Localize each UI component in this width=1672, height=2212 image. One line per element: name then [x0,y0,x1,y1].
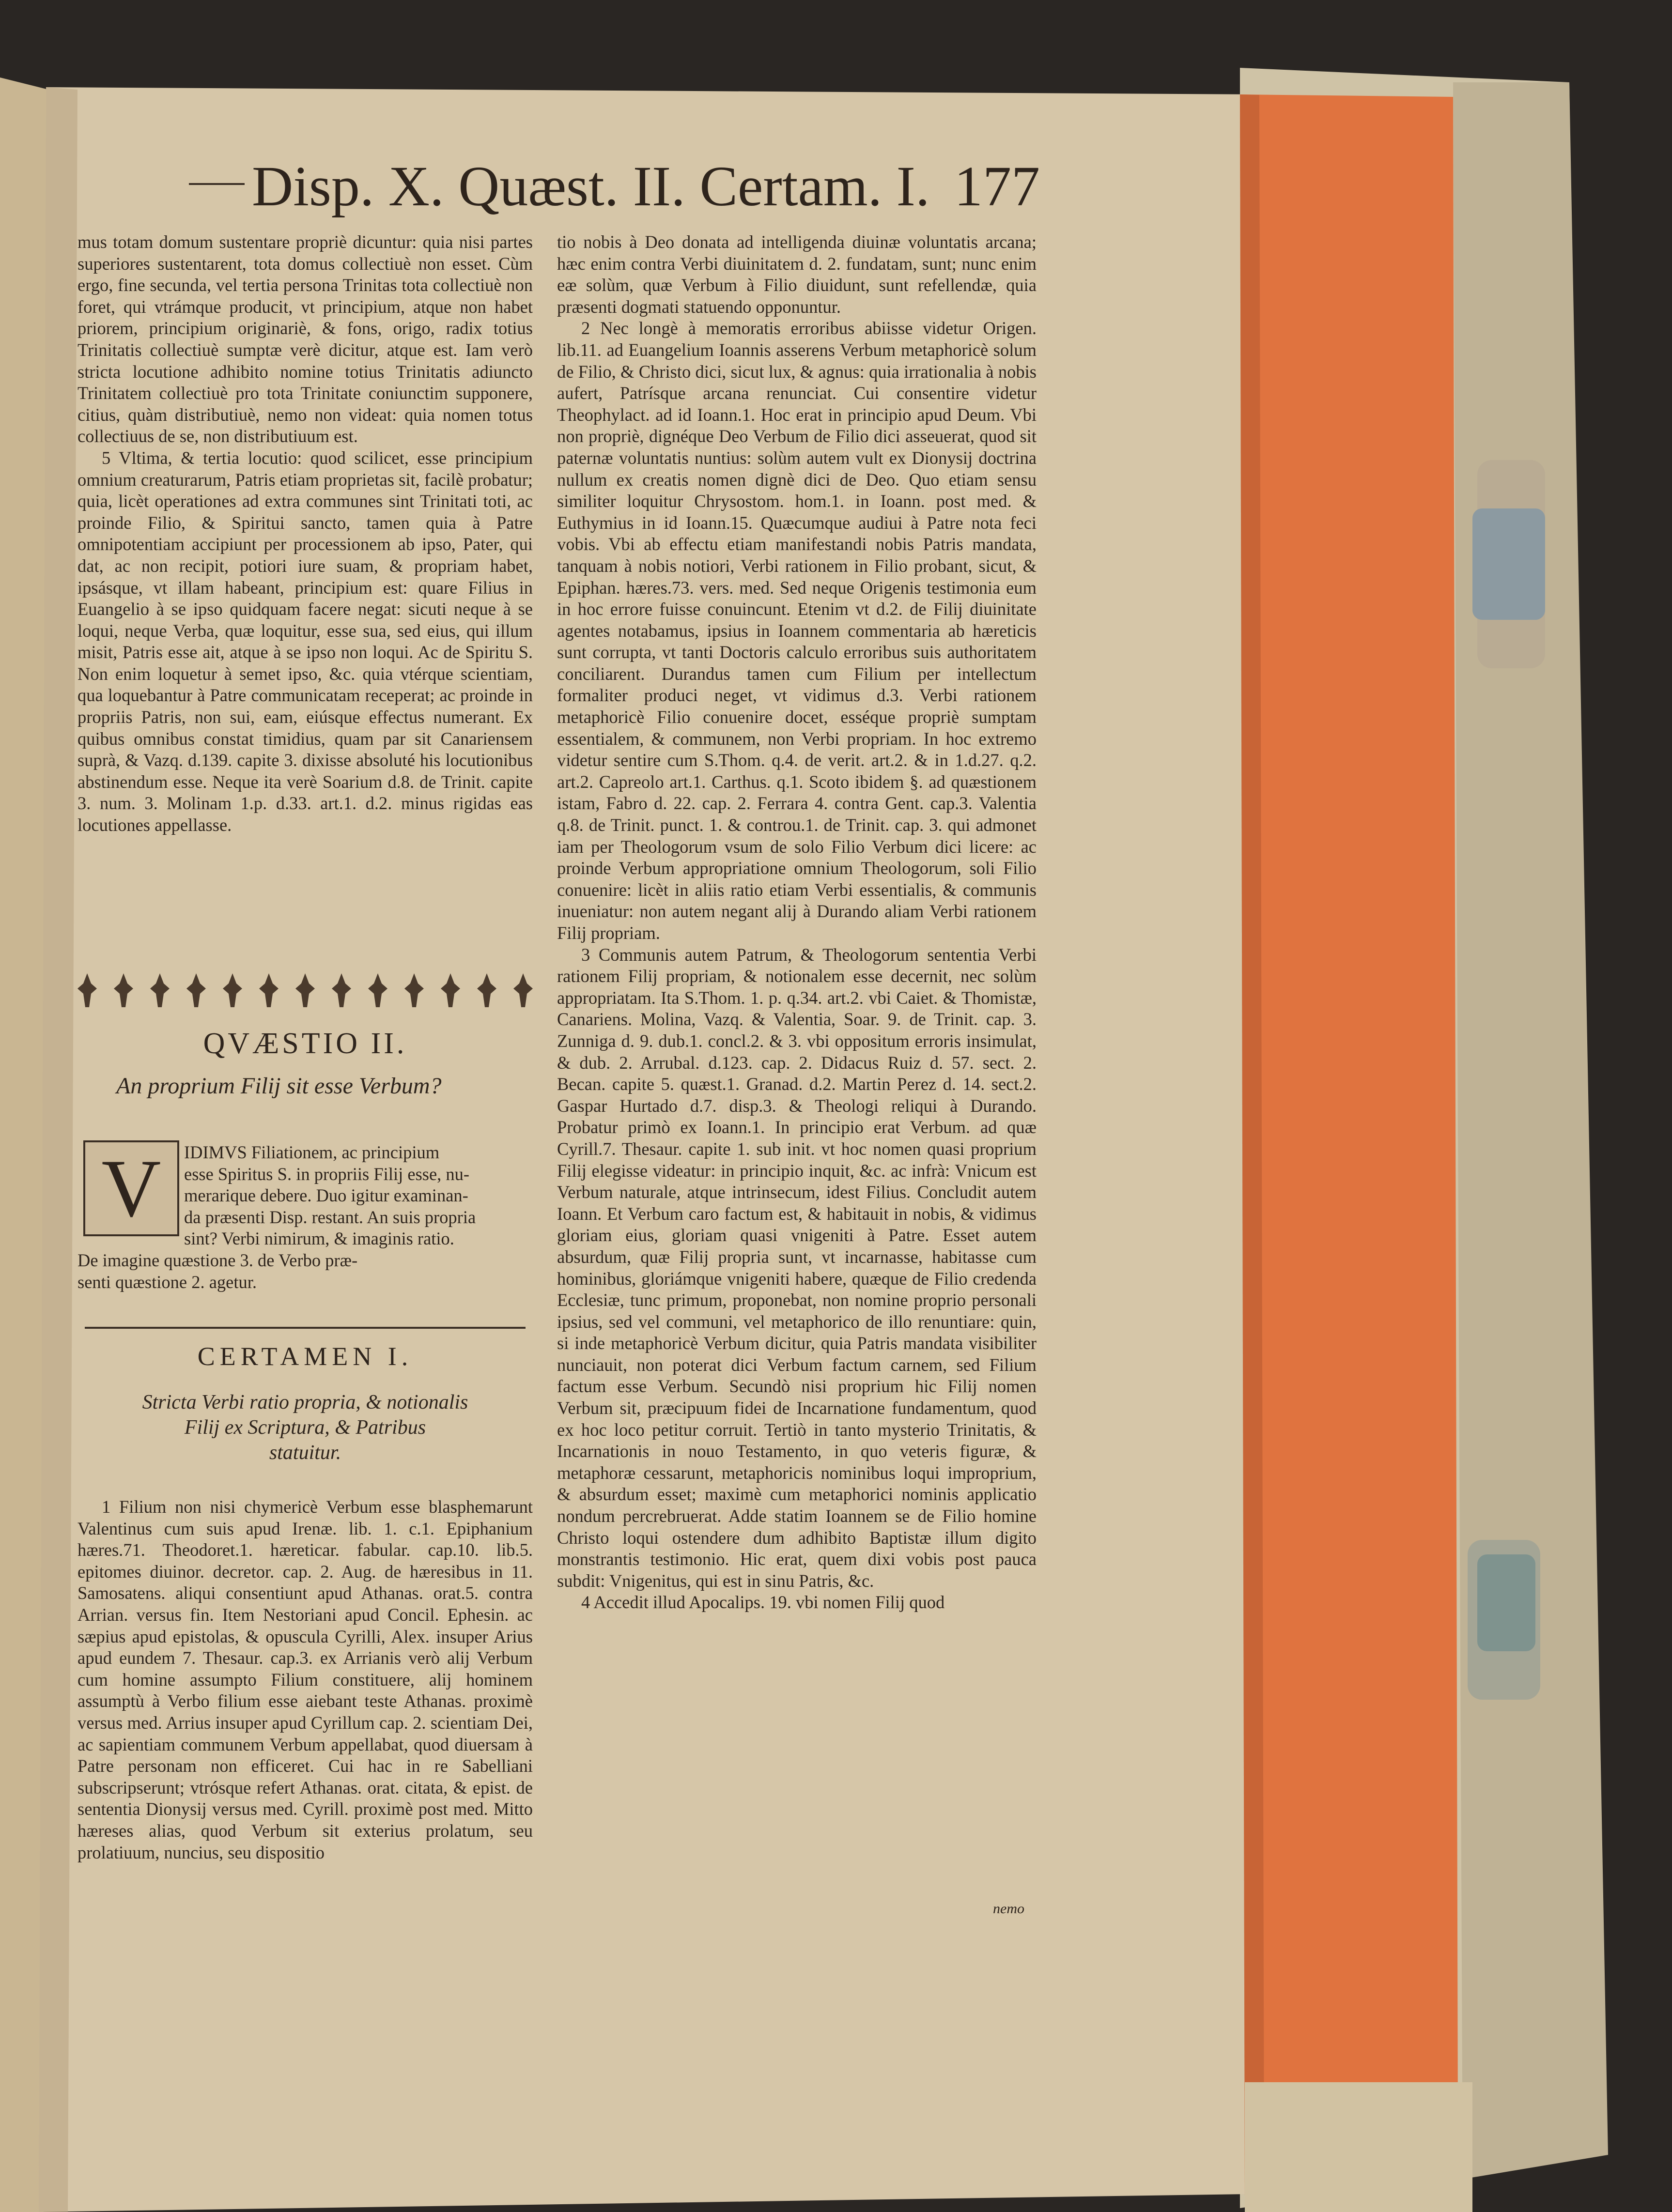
section-rule [85,1327,526,1329]
running-head-flourish [189,183,245,185]
ornament-fleuron [114,973,133,1007]
ornament-fleuron [332,973,351,1007]
quaestio-subtitle: An proprium Filij sit esse Verbum? [116,1073,442,1099]
certamen-title: CERTAMEN I. [197,1342,413,1371]
ornament-fleuron [441,973,460,1007]
intro-line: da præsenti Disp. restant. An suis propria [184,1207,476,1227]
ornament-fleuron [295,973,315,1007]
ornament-fleuron [77,973,97,1007]
left-column [77,231,533,836]
ornament-fleuron [404,973,424,1007]
ornament-fleuron [223,973,242,1007]
certamen-subtitle-line: Filij ex Scriptura, & Patribus [184,1416,426,1439]
ornament-band [77,968,533,1012]
intro-line: IDIMVS Filiationem, ac principium [184,1142,440,1162]
ornament-fleuron [150,973,170,1007]
quaestio-intro [77,1142,533,1293]
ornament-fleuron [477,973,496,1007]
catchword: nemo [993,1901,1024,1917]
page-number: 177 [954,154,1040,218]
paragraph: 1 Filium non nisi chymericè Verbum esse blasphemarunt Valentinus cum suis apud Irenæ. lib. 1. c.1. Epiphanium hæres.71. Theodoret.1. hæreticar. fabular. cap.10. lib.5. epitomes diuinor. decretor. cap. 2. Aug. de hæresibus in 11. Samosatens. aliqui consentiunt apud Athanas. orat.5. contra Arrian. versus fin. Item Nestoriani apud Concil. Ephesin. ac sæpius apud epistolas, & opuscula Cyrilli, Alex. insuper Arius apud eundem 7. Thesaur. cap.3. ex Arrianis verò alij Verbum cum homine assumpto Filium constituere, alij hominem assumptù à Verbo filium esse aiebant teste Athanas. proximè versus med. Arrius insuper apud Cyrillum cap. 2. scientiam Dei, ac sapientiam communem Verbum appellabat, quod diuersam à Patre personam non efficeret. Cui hac in re Sabelliani subscripserunt; vtrósque refert Athanas. orat. citata, & epist. de sententia Dionysij versus med. Cyrill. proximè post med. Mitto hæreses alias, quod Verbum sit exterius prolatum, seu prolatiuum, nuncius, seu dispositio [77,1497,533,1862]
intro-line: esse Spiritus S. in propriis Filij esse, nu- [184,1164,470,1184]
intro-line: merarique debere. Duo igitur examinan- [184,1185,468,1206]
certamen-subtitle [77,1390,533,1465]
certamen-subtitle-line: Stricta Verbi ratio propria, & notionalis [142,1391,468,1413]
paragraph: mus totam domum sustentare propriè dicuntur: quia nisi partes superiores sustentarent, tota domus collectiuè non esset. Cùm ergo, fine secunda, vel tertia persona Trinitas tota collectiuè non foret, qui vtrámque producit, vt principium, atque non habet priorem, principium originariè, & fons, origo, radix totius Trinitatis collectiuè sumptæ verè dicitur, atque est. Iam verò stricta locutione adhibito nomine totius Trinitatis adiuncto Trinitatem collectiuè pro tota Trinitate coniunctim supponere, citius, quàm distributiuè, nemo non videat: quia nomen totus collectiuus de se, non distributiuum est. [77,232,533,446]
decorated-initial: V [83,1140,179,1236]
paragraph: 3 Communis autem Patrum, & Theologorum sententia Verbi rationem Filij propriam, & notionalem esse decernit, nec solùm appropriatam. Ita S.Thom. 1. p. q.34. art.2. vbi Caiet. & Thomistæ, Canariens. Molina, Vazq. & Valentia, Soar. 9. de Trinit. cap. 3. Zunniga d. 9. dub.1. concl.2. & 3. vbi oppositum erroris insimulat, & dub. 2. Arrubal. d.123. cap. 2. Didacus Ruiz d. 57. sect. 2. Becan. capite 5. quæst.1. Granad. d.2. Martin Perez d. 14. sect.2. Gaspar Hurtado d.7. disp.3. & Theologi reliqui à Durando. Probatur primò ex Ioann.1. In principio erat Verbum. ad quæ Cyrill.7. Thesaur. capite 1. sub init. vt hoc nomen quasi proprium Filij elegisse videatur: in principio inquit, &c. ac infrà: Vnicum est Verbum naturale, atque intrinsecum, idest Filius. Concludit autem Ioann. Et Verbum caro factum est, & habitauit in nobis, & vidimus gloriam eius, gloriam quasi vnigeniti à Patre. Esset autem absurdum, quæ Filij propria sunt, vt incarnasse, habitasse cum hominibus, gloriámque vnigeniti habere, quæque de Filio credenda Ecclesiæ, tunc primum, proponebat, non nomine proprio personali ipsius, sed vel communi, vel metaphorico de illo renuntiare: quin, si inde metaphoricè Verbum dicitur, quia Patris mandata visibiliter nunciauit, non poterat dici Verbum factum carnem, sed Filium factum esse Verbum. Secundò nisi proprium hic Filij nomen Verbum sit, præcipuum fidei de Incarnatione fundamentum, quod ex hoc loco petitur corruit. Tertiò in tanto mysterio Trinitatis, & Incarnationis in nouo Testamento, in quo veteris figuræ, & metaphoræ cessarunt, metaphoricis nominibus loqui improprium, & absurdum esset; maximè cum metaphorici nominis applicatio nondum percrebruerat. Adde statim Ioannem se de Filio homine Christo loqui ostendere dum adhibito Baptistæ illum digito monstrantis testimonio. Hic erat, quem dixi vobis post pauca subdit: Vnigenitus, qui est in sinu Patris, &c. [557,944,1037,1591]
running-head-title: Disp. X. Quæst. II. Certam. I. [252,154,930,218]
ornament-fleuron [513,973,533,1007]
left-column-bottom [77,1496,533,1863]
paragraph: 2 Nec longè à memoratis erroribus abiisse videtur Origen. lib.11. ad Euangelium Ioannis asserens Verbum metaphoricè solum de Filio, & Christo dici, sicut lux, & agnus: quia irrationalia à nobis aufert, Patrísque arcana renunciat. Cui consentire videtur Theophylact. ad id Ioann.1. Hoc erat in principio apud Deum. Vbi non propriè, dignéque Deo Verbum de Filio dici asseuerat, quod sit paternæ voluntatis nuntius: solùm autem vult ex Dionysij doctrina nullum ex creatis nomen dignè dici de Deo. Quo etiam sensu similiter loquitur Chrysostom. hom.1. in Ioann. post med. & Euthymius in id Ioann.15. Quæcumque audiui à Patre nota feci vobis. Vbi ab effectu etiam manifestandi nobis Patris mandata, tanquam à nobis notiori, Verbi rationem in Filio probant, sicut, & Epiphan. hæres.73. vers. med. Sed neque Origenis testimonia eum in hoc errore fuisse conuincunt. Etenim vt d.2. de Filij diuinitate agentes notabamus, ipsius in Ioannem commentaria ab hæreticis sunt corrupta, vt tanti Doctoris calculo erroribus suis authoritatem conciliarent. Durandus tamen cum Filium per intellectum formaliter produci neget, vt vidimus d.3. Verbi rationem metaphoricè Filio conuenire docet, esséque propriè sumptam essentialem, & communem, non Verbi propriam. In hoc extremo videtur sentire cum S.Thom. q.4. de verit. art.2. & in 1.d.27. q.2. art.2. Capreolo art.1. Carthus. q.1. Scoto ibidem §. ad quæstionem istam, Fabro d. 22. cap. 2. Ferrara 4. contra Gent. cap.3. Valentia q.8. de Trinit. punct. 1. & controu.1. de Trinit. cap. 3. qui admonet iam per Theologorum vsum de solo Filio Verbum dici licere: ac proinde Verbum appropriatione omnium Theologorum, soli Filio conuenire: licèt in aliis ratio etiam Verbi essentialis, & communis inueniatur: non autem negant alij à Durando aliam Verbi rationem Filij propriam. [557,318,1037,943]
intro-line: De imagine quæstione 3. de Verbo præ- [77,1250,358,1270]
paragraph: 4 Accedit illud Apocalips. 19. vbi nomen Filij quod [581,1592,945,1613]
intro-line: sint? Verbi nimirum, & imaginis ratio. [184,1229,454,1249]
quaestio-title: QVÆSTIO II. [203,1027,407,1060]
certamen-subtitle-line: statuitur. [269,1442,341,1464]
paragraph: 5 Vltima, & tertia locutio: quod scilicet, esse principium omnium creaturarum, Patris etiam proprietas sit, facilè probatur; quia, licèt operationes ad extra communes sint Trinitati toti, ac proinde Filio, & Spiritui sancto, tamen quia à Patre omnipotentiam accipiunt per processionem ab ipso, Pater, qui dat, ac non recipit, potiori iure suam, & propriam habet, ipsásque, vt illam habeant, principium est: quare Filius in Euangelio à se ipso quidquam facere negat: sicuti neque à se loqui, neque Verba, quæ loquitur, esse sua, sed eius, qui illum misit, Patris esse ait, atque à se ipso non loqui. Ac de Spiritu S. Non enim loquetur à semet ipso, &c. quia vtérque scientiam, qua loquebantur à Patre communicatam receperat; ac proinde in propriis Patris, non sui, eam, eiúsque effectus numerant. Ex quibus omnibus constat timidius, quam par sit Canariensem suprà, & Vazq. d.139. capite 3. dixisse absoluté his locutionibus abstinendum esse. Neque ita verè Soarium d.8. de Trinit. capite 3. num. 3. Molinam 1.p. d.33. art.1. d.2. minus rigidas eas locutiones appellasse. [77,447,533,835]
paragraph: tio nobis à Deo donata ad intelligenda diuinæ voluntatis arcana; hæc enim contra Verbi diuinitatem d. 2. fundatam, sunt; nunc enim eæ solùm, quæ Verbum à Filio diuidunt, sunt refellendæ, quia præsenti dogmati statuendo opponuntur. [557,232,1037,317]
ornament-fleuron [368,973,387,1007]
right-column [557,231,1037,1613]
ornament-fleuron [259,973,279,1007]
ornament-fleuron [186,973,206,1007]
intro-line: senti quæstione 2. agetur. [77,1272,257,1292]
running-head [252,145,1075,228]
